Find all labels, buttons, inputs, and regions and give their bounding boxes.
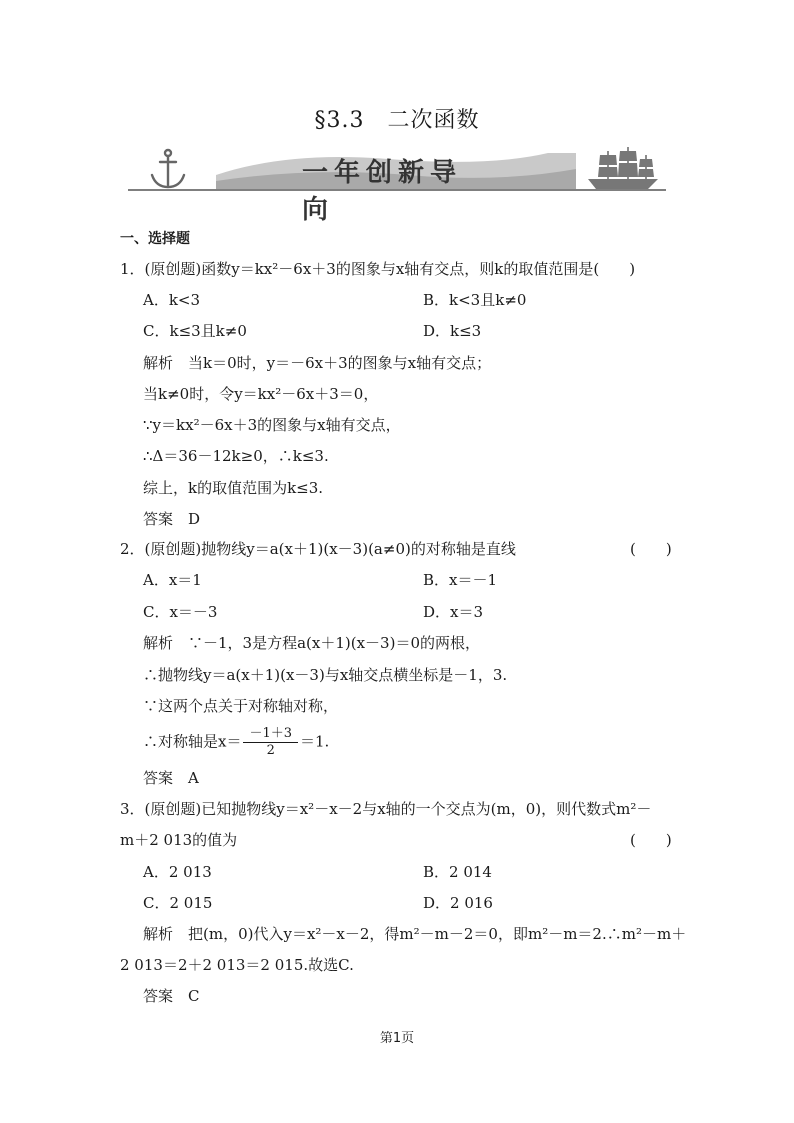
- q1-answer: 答案 D: [143, 510, 201, 528]
- section-heading: 一、选择题: [120, 231, 190, 247]
- q2-analysis-line: ∴抛物线y＝a(x＋1)(x－3)与x轴交点横坐标是－1，3.: [143, 666, 508, 684]
- q2-answer: 答案 A: [143, 769, 199, 787]
- q1-analysis-line: 综上，k的取值范围为k≤3.: [143, 479, 324, 497]
- q3-option-d: D．2 016: [423, 894, 493, 912]
- q3-stem: 3．(原创题)已知抛物线y＝x²－x－2与x轴的一个交点为(m，0)，则代数式m²－: [120, 800, 652, 818]
- q2-option-d: D．x＝3: [423, 603, 484, 621]
- banner-text: 一年创新导向: [302, 158, 463, 225]
- ship-icon: [588, 147, 658, 189]
- q1-option-c: C．k≤3且k≠0: [143, 322, 247, 340]
- q1-analysis-line: ∴Δ＝36－12k≥0，∴k≤3.: [143, 447, 329, 465]
- q1-analysis-line: 当k≠0时，令y＝kx²－6x＋3＝0，: [143, 385, 379, 403]
- q2-frac-prefix: ∴对称轴是x＝: [143, 732, 242, 751]
- q2-analysis-fraction-line: [143, 726, 329, 759]
- q3-option-c: C．2 015: [143, 894, 213, 912]
- q2-answer-bracket: ( ): [630, 540, 672, 558]
- q2-fraction-denominator: 2: [266, 743, 275, 758]
- q2-fraction-numerator: －1＋3: [243, 726, 298, 743]
- q1-option-b: B．k<3且k≠0: [423, 291, 527, 309]
- q1-analysis-line: ∵y＝kx²－6x＋3的图象与x轴有交点，: [143, 416, 401, 434]
- q1-option-d: D．k≤3: [423, 322, 482, 340]
- q1-option-a: A．k<3: [143, 291, 201, 309]
- page-number: 第1页: [379, 1031, 415, 1046]
- q2-frac-suffix: ＝1.: [300, 732, 330, 751]
- q1-analysis-line: 解析 当k＝0时，y＝－6x＋3的图象与x轴有交点；: [143, 354, 492, 372]
- anchor-icon: [152, 150, 184, 187]
- q2-fraction: [243, 726, 298, 759]
- q3-analysis-line: 解析 把(m，0)代入y＝x²－x－2，得m²－m－2＝0，即m²－m＝2.∴m²－m＋: [143, 925, 687, 943]
- q3-stem-continued: m＋2 013的值为: [120, 831, 238, 849]
- q3-answer-bracket: ( ): [630, 831, 672, 849]
- page-title: §3.3 二次函数: [314, 108, 480, 133]
- q2-analysis-line: 解析 ∵－1，3是方程a(x＋1)(x－3)＝0的两根，: [143, 634, 480, 652]
- q2-option-c: C．x＝－3: [143, 603, 218, 621]
- q3-option-a: A．2 013: [143, 863, 212, 881]
- q1-stem: 1．(原创题)函数y＝kx²－6x＋3的图象与x轴有交点，则k的取值范围是( ): [120, 260, 636, 278]
- q2-analysis-line: ∵这两个点关于对称轴对称，: [143, 697, 339, 715]
- q3-answer: 答案 C: [143, 987, 200, 1005]
- q3-analysis-line: 2 013＝2＋2 013＝2 015.故选C.: [120, 956, 354, 974]
- q2-stem: 2．(原创题)抛物线y＝a(x＋1)(x－3)(a≠0)的对称轴是直线: [120, 540, 516, 558]
- q2-option-b: B．x＝－1: [423, 571, 498, 589]
- q3-option-b: B．2 014: [423, 863, 492, 881]
- q2-option-a: A．x＝1: [143, 571, 202, 589]
